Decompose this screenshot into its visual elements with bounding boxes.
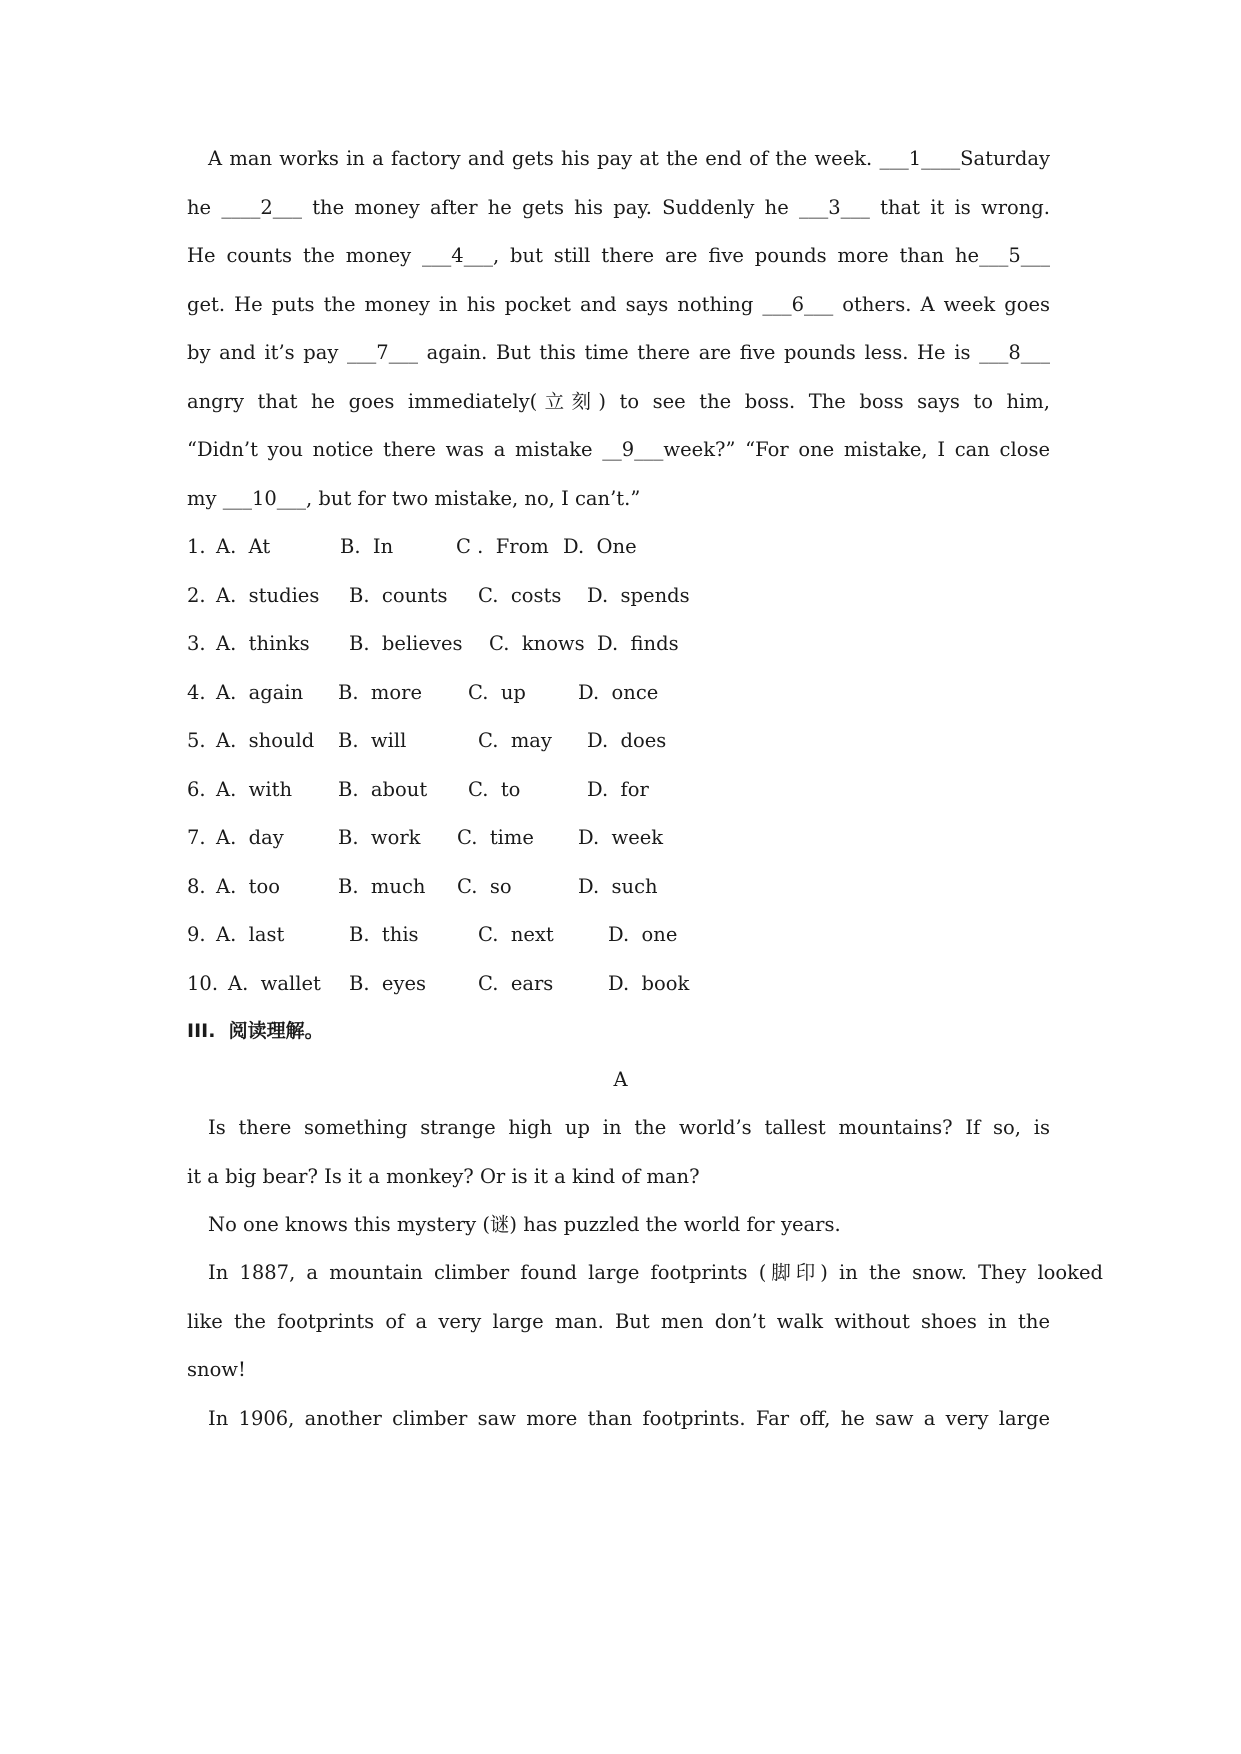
option-8-a: A. too (216, 874, 280, 898)
option-5-b: B. will (338, 729, 407, 752)
option-7-d: D. week (578, 826, 664, 849)
option-5-d: D. does (587, 729, 667, 752)
cloze-line-1: A man works in a factory and gets his pay at the end of the week. ___1____Saturday (208, 147, 1050, 170)
option-8-d: D. such (578, 874, 658, 898)
option-9-a: A. last (216, 923, 285, 946)
cloze-line-5: by and it’s pay ___7___ again. But this time there are five pounds less. He is ___8___ (187, 341, 1050, 364)
reading-line-2: it a big bear? Is it a monkey? Or is it a kind of man? (187, 1165, 700, 1188)
option-4-a: A. again (216, 680, 304, 704)
option-3-c: C. knows (489, 632, 585, 655)
option-9-num: 9. (187, 923, 206, 946)
option-1-b: B. In (340, 535, 394, 558)
option-2-num: 2. (187, 583, 206, 607)
cloze-line-4: get. He puts the money in his pocket and says nothing ___6___ others. A week goes (187, 293, 1050, 316)
option-5-num: 5. (187, 729, 206, 752)
option-8-c: C. so (457, 874, 512, 898)
option-10-a: A. wallet (228, 971, 321, 995)
option-10-d: D. book (608, 971, 690, 995)
option-3-num: 3. (187, 632, 206, 655)
reading-line-7: In 1906, another climber saw more than footprints. Far off, he saw a very large (208, 1407, 1050, 1430)
option-7-a: A. day (216, 826, 284, 849)
reading-line-3: No one knows this mystery (谜) has puzzled the world for years. (208, 1213, 841, 1236)
cloze-line-3: He counts the money ___4___, but still there are five pounds more than he___5___ (187, 244, 1050, 267)
option-10-num: 10. (187, 971, 219, 995)
option-1-c: C . From (456, 535, 549, 558)
option-6-c: C. to (468, 777, 521, 801)
option-4-d: D. once (578, 680, 659, 704)
option-7-num: 7. (187, 826, 206, 849)
option-6-num: 6. (187, 777, 206, 801)
option-7-b: B. work (338, 826, 421, 849)
option-9-b: B. this (349, 923, 419, 946)
reading-line-6: snow! (187, 1358, 246, 1381)
option-2-a: A. studies (216, 583, 320, 607)
option-9-d: D. one (608, 923, 678, 946)
reading-line-4: In 1887, a mountain climber found large footprints (脚印) in the snow. They looked (208, 1261, 1103, 1284)
option-5-a: A. should (216, 729, 315, 752)
option-6-d: D. for (587, 777, 649, 801)
option-4-b: B. more (338, 680, 423, 704)
option-2-b: B. counts (349, 583, 448, 607)
option-8-num: 8. (187, 874, 206, 898)
option-4-num: 4. (187, 680, 206, 704)
option-9-c: C. next (478, 923, 554, 946)
option-1-a: A. At (216, 535, 271, 558)
option-6-a: A. with (216, 777, 293, 801)
option-10-c: C. ears (478, 971, 554, 995)
reading-line-5: like the footprints of a very large man. But men don’t walk without shoes in the (187, 1310, 1050, 1333)
option-3-d: D. finds (597, 632, 679, 655)
option-8-b: B. much (338, 874, 426, 898)
option-7-c: C. time (457, 826, 534, 849)
passage-label: A (613, 1068, 628, 1091)
cloze-line-8: my ___10___, but for two mistake, no, I can’t.” (187, 487, 641, 510)
option-3-b: B. believes (349, 632, 463, 655)
option-10-b: B. eyes (349, 971, 427, 995)
option-2-d: D. spends (587, 583, 690, 607)
option-4-c: C. up (468, 680, 526, 704)
cloze-line-7: “Didn’t you notice there was a mistake __9___week?” “For one mistake, I can close (187, 438, 1050, 461)
option-3-a: A. thinks (216, 632, 310, 655)
cloze-line-6: angry that he goes immediately(立刻) to see the boss. The boss says to him, (187, 390, 1050, 413)
option-2-c: C. costs (478, 583, 562, 607)
section-heading: III. 阅读理解。 (187, 1020, 324, 1042)
option-5-c: C. may (478, 729, 552, 752)
option-6-b: B. about (338, 777, 428, 801)
reading-line-1: Is there something strange high up in the world’s tallest mountains? If so, is (208, 1116, 1050, 1139)
option-1-d: D. One (563, 535, 637, 558)
option-1-num: 1. (187, 535, 206, 558)
cloze-line-2: he ____2___ the money after he gets his pay. Suddenly he ___3___ that it is wrong. (187, 196, 1050, 219)
